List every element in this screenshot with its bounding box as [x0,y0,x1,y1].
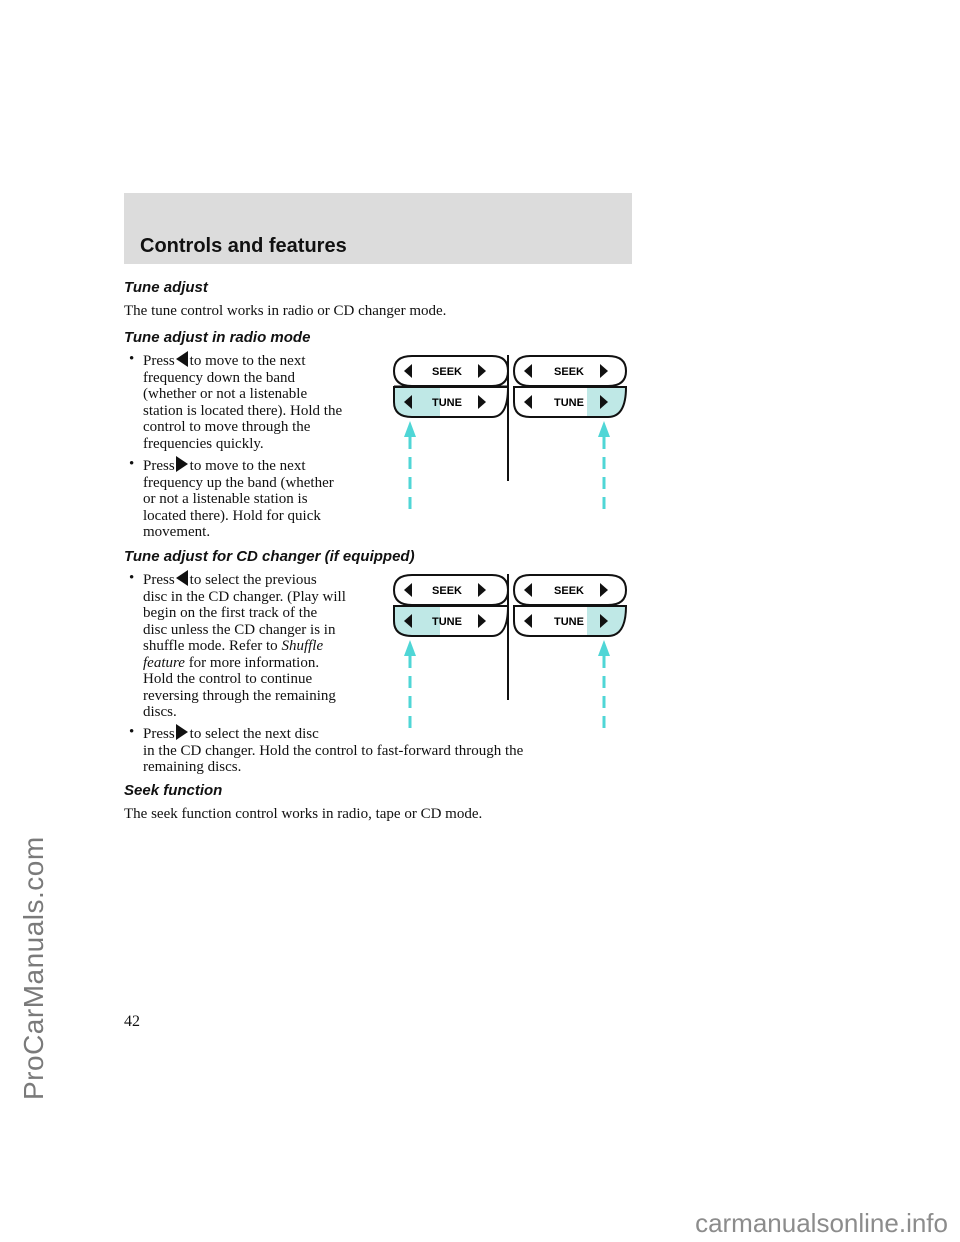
seek-function-body: The seek function control works in radio, tape or CD mode. [124,806,483,822]
svg-text:TUNE: TUNE [554,616,584,628]
bullet-text-line: located there). Hold for quick [143,507,321,524]
bullet-press-label: Press [143,572,175,588]
radio-bullet-up [129,456,383,541]
bullet-press-label: Press [143,726,175,742]
page-number: 42 [124,1013,140,1030]
right-pointer-arrow [598,640,610,730]
svg-text:SEEK: SEEK [554,585,584,597]
shuffle-feature-reference: feature [143,654,185,671]
site-watermark: carmanualsonline.info [695,1208,948,1238]
tune-up-arrow-icon [176,724,188,740]
bullet-text-line: (whether or not a listenable [143,386,308,402]
svg-text:SEEK: SEEK [554,366,584,378]
bullet-text-line: disc in the CD changer. (Play will [143,588,346,605]
cd-bullet-previous [129,570,393,721]
tune-label: TUNE [432,397,462,409]
tune-right-icon [478,395,486,409]
svg-text:SEEK: SEEK [432,585,462,597]
right-control-panel [514,356,626,417]
tune-up-arrow-icon [176,456,188,472]
page-title: Controls and features [140,235,347,257]
tune-adjust-body: The tune control works in radio or CD changer mode. [124,303,447,319]
left-pointer-arrow [404,640,416,730]
bullet-text-line: frequency up the band (whether [143,474,334,491]
bullet-text-line: shuffle mode. Refer to [143,638,278,654]
radio-mode-diagram [380,345,640,515]
cd-changer-diagram [380,564,640,734]
bullet-dot: • [129,351,135,367]
bullet-text-line: frequencies quickly. [143,435,264,452]
heading-radio-mode: Tune adjust in radio mode [124,329,311,346]
bullet-text-line: or not a listenable station is [143,491,308,507]
shuffle-feature-reference: Shuffle [281,638,324,654]
tune-down-arrow-icon [176,570,188,586]
radio-bullet-down [129,351,383,452]
left-control-panel [394,575,508,636]
heading-seek-function: Seek function [124,782,223,799]
bullet-text-line: in the CD changer. Hold the control to fast-forward through the [143,742,524,759]
bullet-text-line: disc unless the CD changer is in [143,621,336,638]
bullet-text-line: movement. [143,524,211,540]
right-pointer-arrow [598,421,610,511]
left-control-panel [394,356,508,417]
seek-label: SEEK [432,366,462,378]
bullet-text-line: frequency down the band [143,369,296,386]
side-watermark: ProCarManuals.com [18,836,49,1100]
bullet-text-line: control to move through the [143,419,311,435]
bullet-text-line: discs. [143,704,177,720]
bullet-press-label: Press [143,353,175,369]
bullet-text-line: Hold the control to continue [143,671,313,687]
svg-text:TUNE: TUNE [554,397,584,409]
bullet-text-line: station is located there). Hold the [143,402,343,419]
bullet-text-line: reversing through the remaining [143,687,336,704]
bullet-dot: • [129,570,135,586]
bullet-text-line: to move to the next [189,353,306,369]
bullet-dot: • [129,456,135,472]
svg-text:TUNE: TUNE [432,616,462,628]
heading-tune-adjust: Tune adjust [124,279,208,296]
bullet-press-label: Press [143,458,175,474]
bullet-text-line: to select the previous [189,572,317,588]
left-pointer-arrow [404,421,416,511]
right-control-panel [514,575,626,636]
bullet-text-line: begin on the first track of the [143,605,318,621]
bullet-text-line: for more information. [188,654,320,671]
section-header [124,193,632,264]
bullet-text-line: to move to the next [189,458,306,474]
heading-cd-changer: Tune adjust for CD changer (if equipped) [124,548,415,565]
bullet-text-line: to select the next disc [189,726,319,742]
tune-down-arrow-icon [176,351,188,367]
bullet-dot: • [129,724,135,740]
bullet-text-line: remaining discs. [143,759,242,775]
